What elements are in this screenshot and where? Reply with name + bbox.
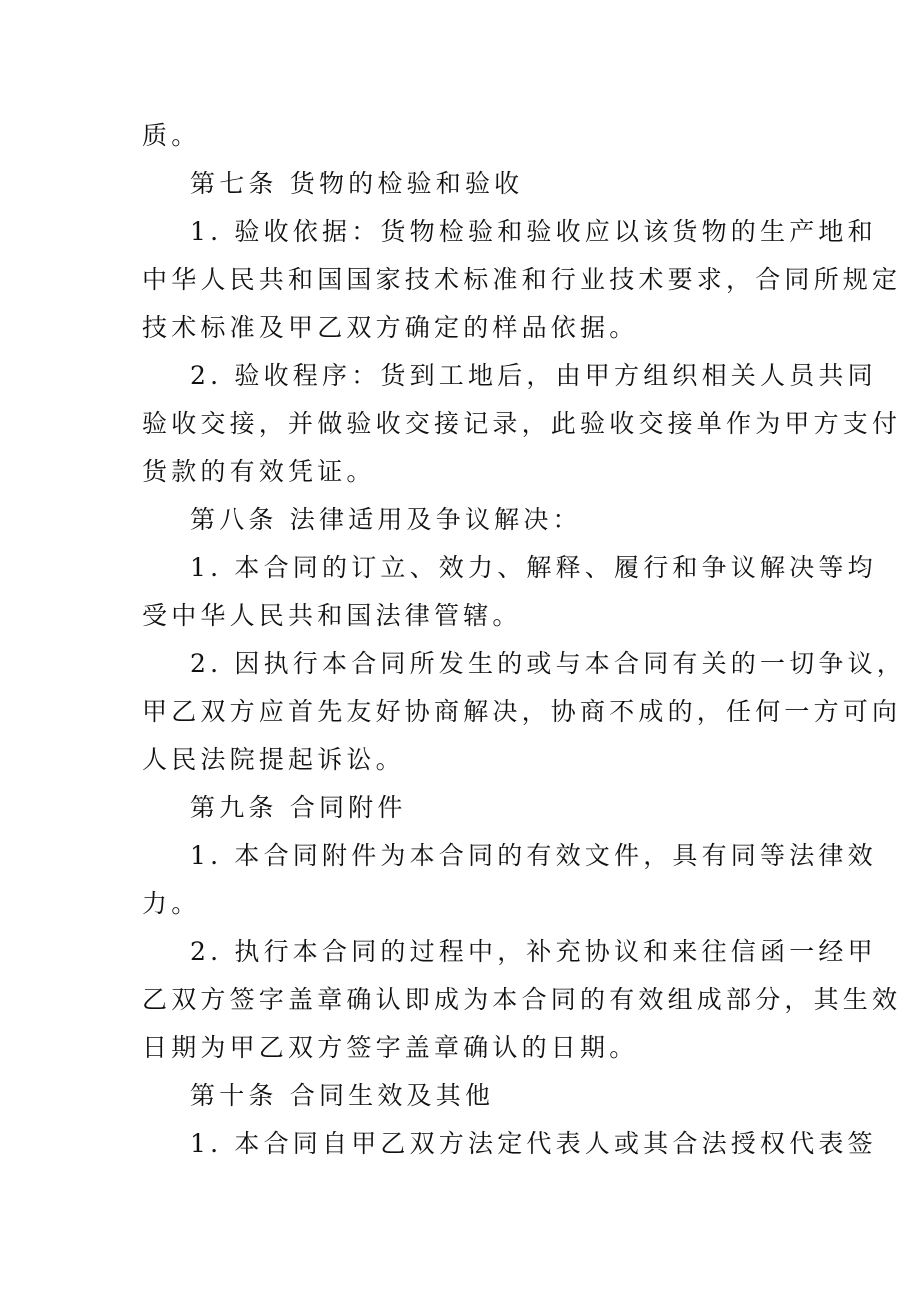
text-line: 验收交接，并做验收交接记录，此验收交接单作为甲方支付 [142, 409, 902, 438]
text-line: 中华人民共和国国家技术标准和行业技术要求，合同所规定 [142, 265, 902, 294]
text-line: 2. 验收程序：货到工地后，由甲方组织相关人员共同 [190, 361, 877, 390]
section-heading-7: 第七条 货物的检验和验收 [190, 169, 524, 198]
text-line: 技术标准及甲乙双方确定的样品依据。 [142, 313, 639, 342]
text-line: 日期为甲乙双方签字盖章确认的日期。 [142, 1033, 639, 1062]
text-line: 人民法院提起诉讼。 [142, 745, 405, 774]
text-line: 甲乙双方应首先友好协商解决，协商不成的，任何一方可向 [142, 697, 902, 726]
text-line: 受中华人民共和国法律管辖。 [142, 601, 522, 630]
section-heading-8: 第八条 法律适用及争议解决： [190, 505, 582, 534]
text-line: 1. 验收依据：货物检验和验收应以该货物的生产地和 [190, 217, 877, 246]
text-line: 货款的有效凭证。 [142, 457, 376, 486]
section-heading-10: 第十条 合同生效及其他 [190, 1081, 495, 1110]
text-line: 1. 本合同自甲乙双方法定代表人或其合法授权代表签 [190, 1129, 877, 1158]
text-line: 2. 因执行本合同所发生的或与本合同有关的一切争议， [190, 649, 907, 678]
text-line: 1. 本合同附件为本合同的有效文件，具有同等法律效 [190, 841, 877, 870]
text-line: 乙双方签字盖章确认即成为本合同的有效组成部分，其生效 [142, 985, 902, 1014]
text-line: 2. 执行本合同的过程中，补充协议和来往信函一经甲 [190, 937, 877, 966]
text-line: 力。 [142, 889, 201, 918]
text-line: 质。 [142, 121, 201, 150]
text-line: 1. 本合同的订立、效力、解释、履行和争议解决等均 [190, 553, 877, 582]
section-heading-9: 第九条 合同附件 [190, 793, 407, 822]
